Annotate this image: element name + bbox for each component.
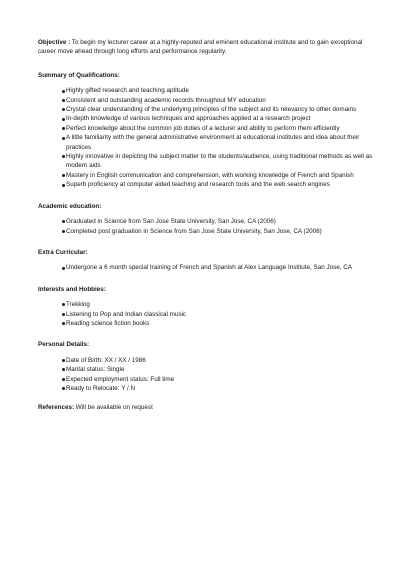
list-item: Crystal clear understanding of the underlying principles of the subject and its relevancy to other domains xyxy=(62,105,373,114)
bullet-list xyxy=(38,300,373,328)
references-label: References: xyxy=(38,404,75,412)
list-item: Highly innovative in depicting the subject matter to the students/audience, using traditional methods as well as modern aids xyxy=(62,152,373,171)
list-item: Consistent and outstanding academic records throughout MY education xyxy=(62,96,373,105)
list-item: Reading science fiction books xyxy=(62,319,373,328)
section-title: Personal Details: xyxy=(38,341,90,349)
list-item: Graduated in Science from San Jose State University, San Jose, CA (2006) xyxy=(62,217,373,226)
list-item: Undergone a 6 month special training of French and Spanish at Alex Language Institute, San Jose, CA xyxy=(62,263,373,272)
list-item: Ready to Relocate: Y / N xyxy=(62,384,373,393)
objective-text: To begin my lecturer career at a highly-reputed and eminent educational institute and to gain exceptional career move ahead through long efforts and performance regularity. xyxy=(38,39,363,56)
list-item: Highly gifted research and teaching aptitude xyxy=(62,86,373,95)
references-text: Will be available on request xyxy=(74,404,153,412)
list-item: In-depth knowledge of various techniques and approaches applied at a research project xyxy=(62,114,373,123)
resume-section xyxy=(38,71,373,190)
bullet-list xyxy=(38,86,373,189)
list-item: Marital status: Single xyxy=(62,365,373,374)
objective-label: Objective : xyxy=(38,39,71,46)
references-paragraph xyxy=(38,403,373,412)
list-item: Perfect knowledge about the common job duties of a lecturer and ability to perform them efficiently xyxy=(62,124,373,133)
section-title: Extra Curricular: xyxy=(38,248,88,256)
list-item: Date of Birth: XX / XX / 1986 xyxy=(62,356,373,365)
list-item: Trekking xyxy=(62,300,373,309)
list-item: Expected employment status: Full time xyxy=(62,375,373,384)
section-title: Academic education: xyxy=(38,202,102,210)
resume-section xyxy=(38,285,373,329)
resume-section xyxy=(38,248,373,273)
list-item: Listening to Pop and Indian classical music xyxy=(62,310,373,319)
list-item: Mastery in English communication and comprehension, with working knowledge of French and Spanish xyxy=(62,171,373,180)
list-item: A little familiarity with the general administrative environment at educational institutes and idea about their practices xyxy=(62,133,373,152)
resume-section xyxy=(38,202,373,236)
bullet-list xyxy=(38,217,373,236)
section-title: Summary of Qualifications: xyxy=(38,71,120,79)
resume-sections xyxy=(38,71,373,394)
section-title: Interests and Hobbies: xyxy=(38,285,106,293)
list-item: Completed post graduation in Science from San Jose State University, San Jose, CA (2008) xyxy=(62,227,373,236)
bullet-list xyxy=(38,263,373,272)
objective-paragraph xyxy=(38,38,373,57)
resume-section xyxy=(38,340,373,393)
bullet-list xyxy=(38,356,373,394)
list-item: Superb proficiency at computer aided teaching and research tools and the web search engines xyxy=(62,180,373,189)
